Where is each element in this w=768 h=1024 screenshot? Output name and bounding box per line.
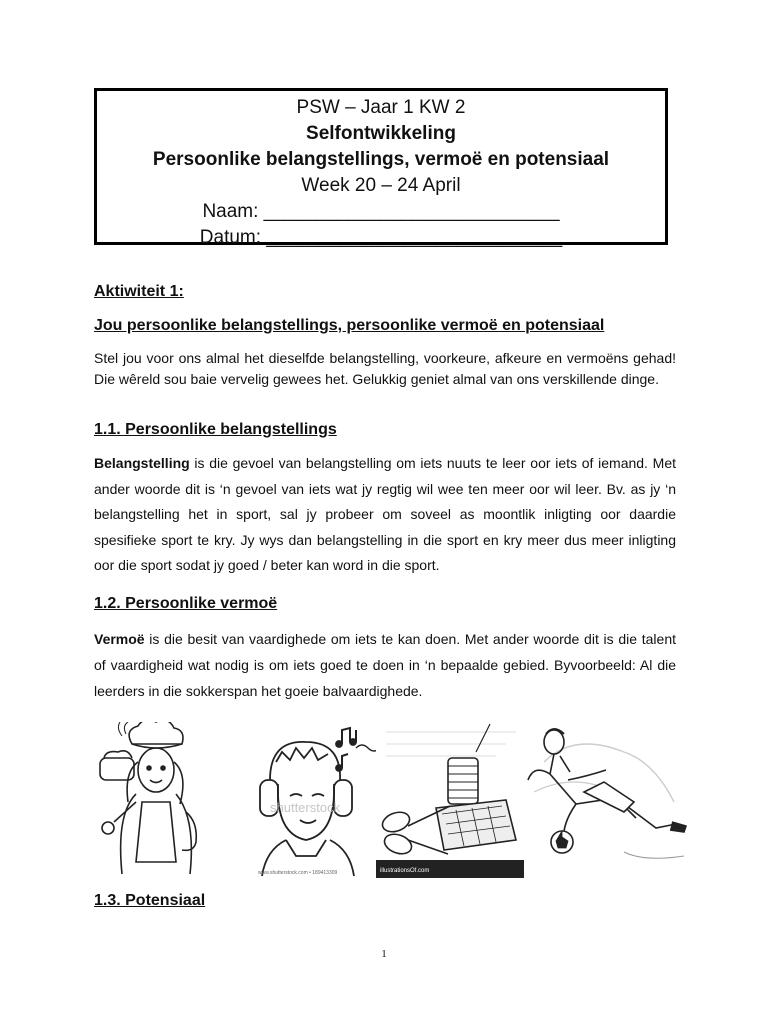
week-line: Week 20 – 24 April: [301, 175, 461, 196]
name-field: Naam: ____________________________: [202, 201, 560, 222]
section-1-2-heading: 1.2. Persoonlike vermoë: [94, 595, 278, 612]
section-1-1-paragraph: [94, 451, 676, 579]
soccer-player-kick-image: [524, 722, 688, 878]
course-line: PSW – Jaar 1 KW 2: [296, 97, 466, 118]
illustrations-row: [92, 722, 688, 878]
term-belangstelling: Belangstelling: [94, 455, 190, 471]
shutterstock-watermark: shutterstock: [270, 800, 341, 815]
sewing-scissors-thread-image: [376, 722, 526, 878]
title-box: [94, 88, 668, 248]
date-field: Datum: ____________________________: [199, 227, 563, 248]
boy-headphones-music-image: [230, 722, 382, 878]
activity-title: Aktiwiteit 1:: [94, 283, 184, 300]
page-number: 1: [381, 948, 387, 960]
topic-subtitle: Persoonlike belangstellings, vermoë en potensiaal: [152, 149, 610, 170]
topic-title: Selfontwikkeling: [306, 123, 456, 144]
section-1-3-heading: 1.3. Potensiaal: [94, 892, 206, 909]
image-caption-illustrations: illustrationsOf.com: [380, 868, 430, 874]
section-1-1-heading: 1.1. Persoonlike belangstellings: [94, 421, 337, 438]
chef-girl-baking-image: [92, 722, 222, 878]
section-1-1-text: is die gevoel van belangstelling om iets nuuts te leer oor iets of iemand. Met ander woorde dit is ‘n gevoel van iets wat jy regtig wil wee ten meer oor wil leer. Bv. as jy ‘n belangstelling het in sport, sal jy probeer om soveel as moontlik inligting oor daardie spesifieke sport te kry. Jy wys dan belangstelling in die sport en kry meer dus meer inligting oor die sport sodat jy goed / beter kan word in die sport.: [94, 455, 676, 573]
term-vermoe: Vermoë: [94, 631, 145, 647]
intro-paragraph: Stel jou voor ons almal het dieselfde belangstelling, voorkeure, afkeure en vermoëns gehad! Die wêreld sou baie vervelig gewees het. Gelukkig geniet almal van ons verskillende dinge.: [94, 350, 676, 387]
section-1-2-text: is die besit van vaardighede om iets te kan doen. Met ander woorde dit is die talent of vaardigheid wat nodig is om iets goed te doen in ‘n bepaalde gebied. Byvoorbeeld: Al die leerders in die sokkerspan het goeie balvaardighede.: [94, 631, 676, 699]
section-1-2-paragraph: [94, 626, 676, 704]
activity-subtitle: Jou persoonlike belangstellings, persoonlike vermoë en potensiaal: [94, 317, 605, 334]
image-caption-shutterstock: www.shutterstock.com • 189413309: [258, 870, 338, 876]
